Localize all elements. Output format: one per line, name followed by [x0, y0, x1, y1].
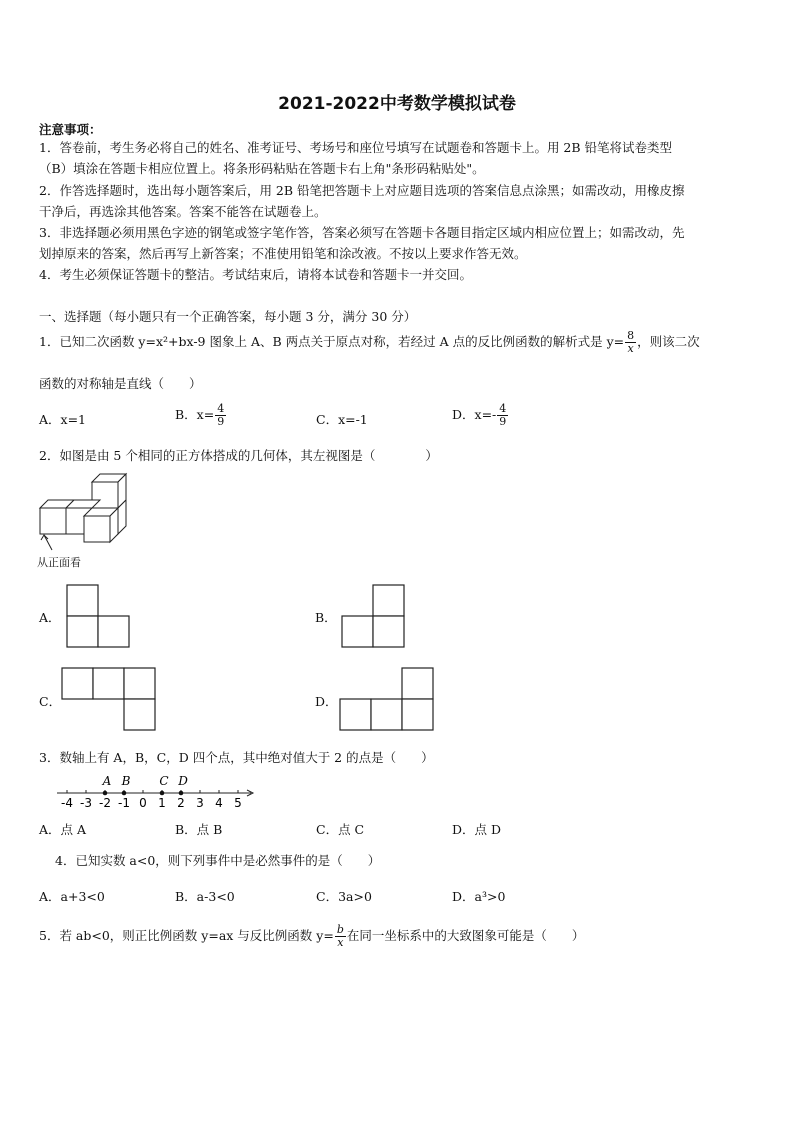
number-line-point: [103, 791, 108, 796]
option-b-figure: [341, 584, 407, 648]
question-4: 4．已知实数 a<0，则下列事件中是必然事件的是（ ）: [55, 853, 381, 868]
question-1-text-b: ，则该二次: [637, 334, 700, 349]
number-line-point-label: C: [159, 774, 169, 788]
number-line-tick-label: 2: [177, 796, 185, 810]
notice-line-5: 3．非选择题必须用黑色字迹的钢笔或签字笔作答，答案必须写在答题卡各题目指定区域内相应位置上；如需改动，先: [39, 225, 685, 240]
option-d-figure: [339, 667, 437, 731]
q1-option-b[interactable]: B．x= $\frac{4}{9}$: [175, 402, 225, 428]
number-line-tick-label: 5: [234, 796, 242, 810]
notice-heading: 注意事项：: [39, 122, 102, 137]
fraction-8-over-x: $\frac{8}{x}$: [627, 329, 635, 355]
question-1-text-a: 1．已知二次函数 y=x²+bx-9 图象上 A、B 两点关于原点对称，若经过 A 点的反比例函数的解析式是 y=: [39, 334, 625, 349]
number-line-tick-label: -3: [80, 796, 92, 810]
number-line-point-label: B: [121, 774, 131, 788]
number-line-tick-label: 1: [158, 796, 166, 810]
number-line-tick-label: 3: [196, 796, 204, 810]
notice-line-7: 4．考生必须保证答题卡的整洁。考试结束后，请将本试卷和答题卡一并交回。: [39, 267, 472, 282]
q3-option-c[interactable]: C．点 C: [316, 822, 365, 837]
number-line-tick-label: 0: [139, 796, 147, 810]
q2-option-c[interactable]: C．: [39, 694, 62, 709]
q4-option-a[interactable]: A．a+3<0: [39, 889, 105, 904]
number-line: [55, 773, 260, 811]
number-line-tick-label: -4: [61, 796, 73, 810]
notice-line-4: 干净后，再选涂其他答案。答案不能答在试题卷上。: [39, 204, 327, 219]
notice-line-6: 划掉原来的答案，然后再写上新答案；不准使用铅笔和涂改液。不按以上要求作答无效。: [39, 246, 527, 261]
q1-option-a[interactable]: A．x=1: [39, 412, 87, 427]
number-line-point: [179, 791, 184, 796]
notice-line-3: 2．作答选择题时，选出每小题答案后，用 2B 铅笔把答题卡上对应题目选项的答案信息点涂黑；如需改动，用橡皮擦: [39, 183, 685, 198]
option-a-figure: [66, 584, 132, 648]
question-5-text-a: 5．若 ab<0，则正比例函数 y=ax 与反比例函数 y=: [39, 928, 334, 943]
notice-line-2: （B）填涂在答题卡相应位置上。将条形码粘贴在答题卡右上角"条形码粘贴处"。: [39, 161, 485, 176]
q3-option-d[interactable]: D．点 D: [452, 822, 502, 837]
page-title: 2021-2022中考数学模拟试卷: [278, 94, 516, 114]
question-1-text-c: 函数的对称轴是直线（ ）: [39, 376, 202, 391]
question-2: 2．如图是由 5 个相同的正方体搭成的几何体，其左视图是（ ）: [39, 448, 438, 463]
q4-option-b[interactable]: B．a-3<0: [175, 889, 235, 904]
q2-option-b[interactable]: B．: [315, 610, 337, 625]
number-line-point-label: D: [178, 774, 188, 788]
q1-option-c[interactable]: C．x=-1: [316, 412, 368, 427]
q3-option-a[interactable]: A．点 A: [39, 822, 87, 837]
fraction-b-over-x: $\frac{b}{x}$: [336, 923, 344, 949]
view-arrow: [44, 535, 52, 550]
q4-option-d[interactable]: D．a³>0: [452, 889, 506, 904]
number-line-tick-label: -2: [99, 796, 111, 810]
q2-option-d[interactable]: D．: [315, 694, 338, 709]
figure-caption: 从正面看: [37, 556, 81, 569]
question-1: [39, 330, 700, 355]
q1-option-d[interactable]: D．x=- $\frac{4}{9}$: [452, 402, 507, 428]
question-3: 3．数轴上有 A，B，C，D 四个点，其中绝对值大于 2 的点是（ ）: [39, 750, 434, 765]
question-5: [39, 924, 584, 949]
number-line-tick-label: -1: [118, 796, 130, 810]
section-heading: 一、选择题（每小题只有一个正确答案，每小题 3 分，满分 30 分）: [39, 309, 417, 324]
number-line-point: [122, 791, 127, 796]
number-line-tick-label: 4: [215, 796, 223, 810]
notice-line-1: 1．答卷前，考生务必将自己的姓名、准考证号、考场号和座位号填写在试题卷和答题卡上。用 2B 铅笔将试卷类型: [39, 140, 673, 155]
q3-option-b[interactable]: B．点 B: [175, 822, 223, 837]
q4-option-c[interactable]: C．3a>0: [316, 889, 372, 904]
question-5-text-b: 在同一坐标系中的大致图象可能是（ ）: [346, 928, 585, 943]
option-c-figure: [61, 667, 159, 731]
number-line-point: [160, 791, 165, 796]
number-line-point-label: A: [102, 774, 112, 788]
q2-option-a[interactable]: A．: [39, 610, 61, 625]
